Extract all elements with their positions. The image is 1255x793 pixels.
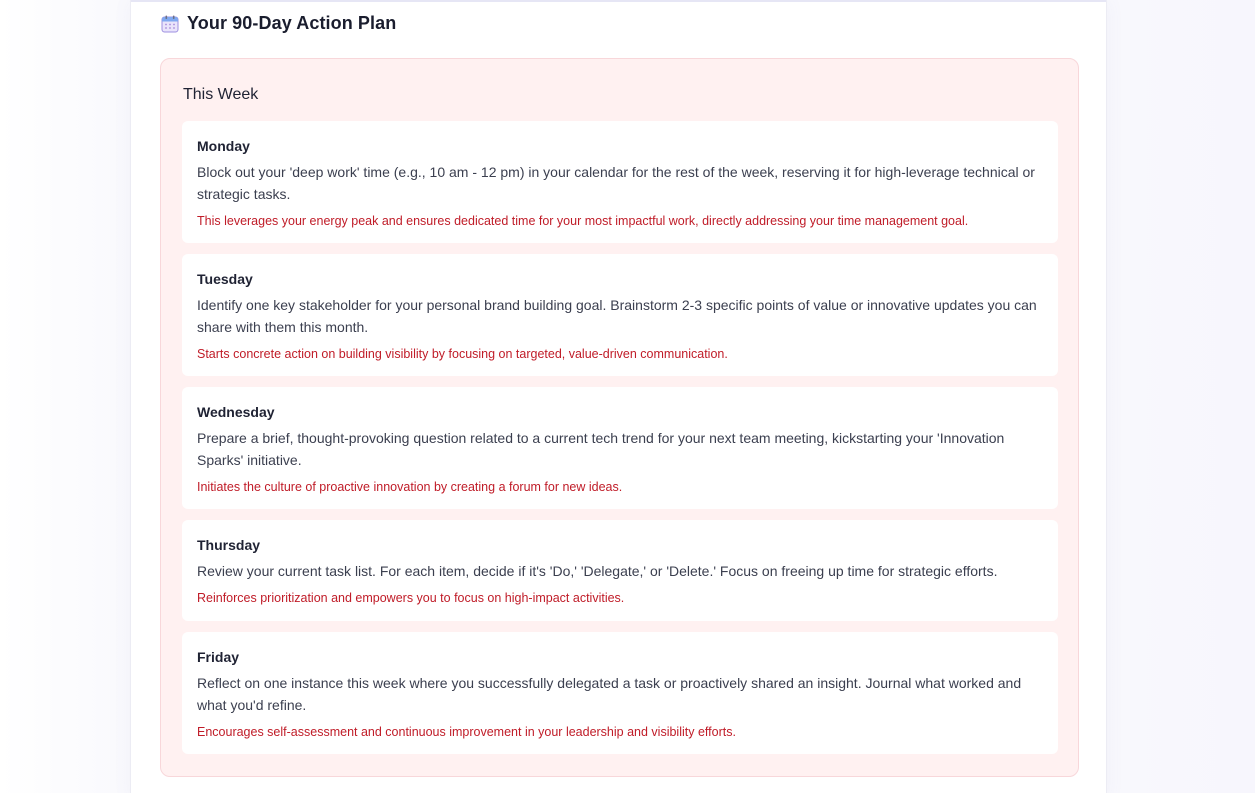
day-task: Reflect on one instance this week where you successfully delegated a task or proactively shared an insight. Journal what worked and what you'd refine.: [197, 675, 1022, 713]
day-task: Block out your 'deep work' time (e.g., 10 am - 12 pm) in your calendar for the rest of the week, reserving it for high-leverage technical or strategic tasks.: [197, 164, 1035, 202]
day-name: Monday: [197, 138, 250, 154]
day-reason: Initiates the culture of proactive innovation by creating a forum for new ideas.: [197, 480, 623, 494]
day-name: Friday: [197, 649, 240, 665]
action-plan-panel: [130, 0, 1107, 793]
this-week-card: [160, 58, 1079, 777]
day-name: Tuesday: [197, 271, 253, 287]
action-plan-title: Your 90-Day Action Plan: [187, 13, 397, 33]
day-name: Wednesday: [197, 404, 275, 420]
day-task: Identify one key stakeholder for your personal brand building goal. Brainstorm 2-3 specific points of value or innovative updates you can share with them this month.: [197, 297, 1037, 335]
day-reason: Reinforces prioritization and empowers you to focus on high-impact activities.: [197, 591, 625, 605]
day-reason: Encourages self-assessment and continuous improvement in your leadership and visibility efforts.: [197, 725, 736, 739]
day-name: Thursday: [197, 537, 261, 553]
page-background-right: [1107, 0, 1255, 793]
this-week-title: This Week: [183, 86, 259, 103]
day-card-wednesday: [182, 387, 1058, 509]
panel-top-divider: [131, 0, 1106, 2]
day-reason: Starts concrete action on building visibility by focusing on targeted, value-driven communication.: [197, 347, 728, 361]
day-card-friday: [182, 632, 1058, 754]
action-plan-header: [161, 13, 396, 34]
day-task: Review your current task list. For each item, decide if it's 'Do,' 'Delegate,' or 'Delete.' Focus on freeing up time for strategic efforts.: [197, 563, 998, 579]
day-task: Prepare a brief, thought-provoking question related to a current tech trend for your next team meeting, kickstarting your 'Innovation Sparks' initiative.: [197, 430, 1005, 468]
day-card-monday: [182, 121, 1058, 243]
day-card-thursday: [182, 520, 1058, 621]
calendar-icon: [161, 15, 179, 33]
day-reason: This leverages your energy peak and ensures dedicated time for your most impactful work, directly addressing your time management goal.: [197, 214, 969, 228]
day-card-tuesday: [182, 254, 1058, 376]
page-background-left: [0, 0, 130, 793]
